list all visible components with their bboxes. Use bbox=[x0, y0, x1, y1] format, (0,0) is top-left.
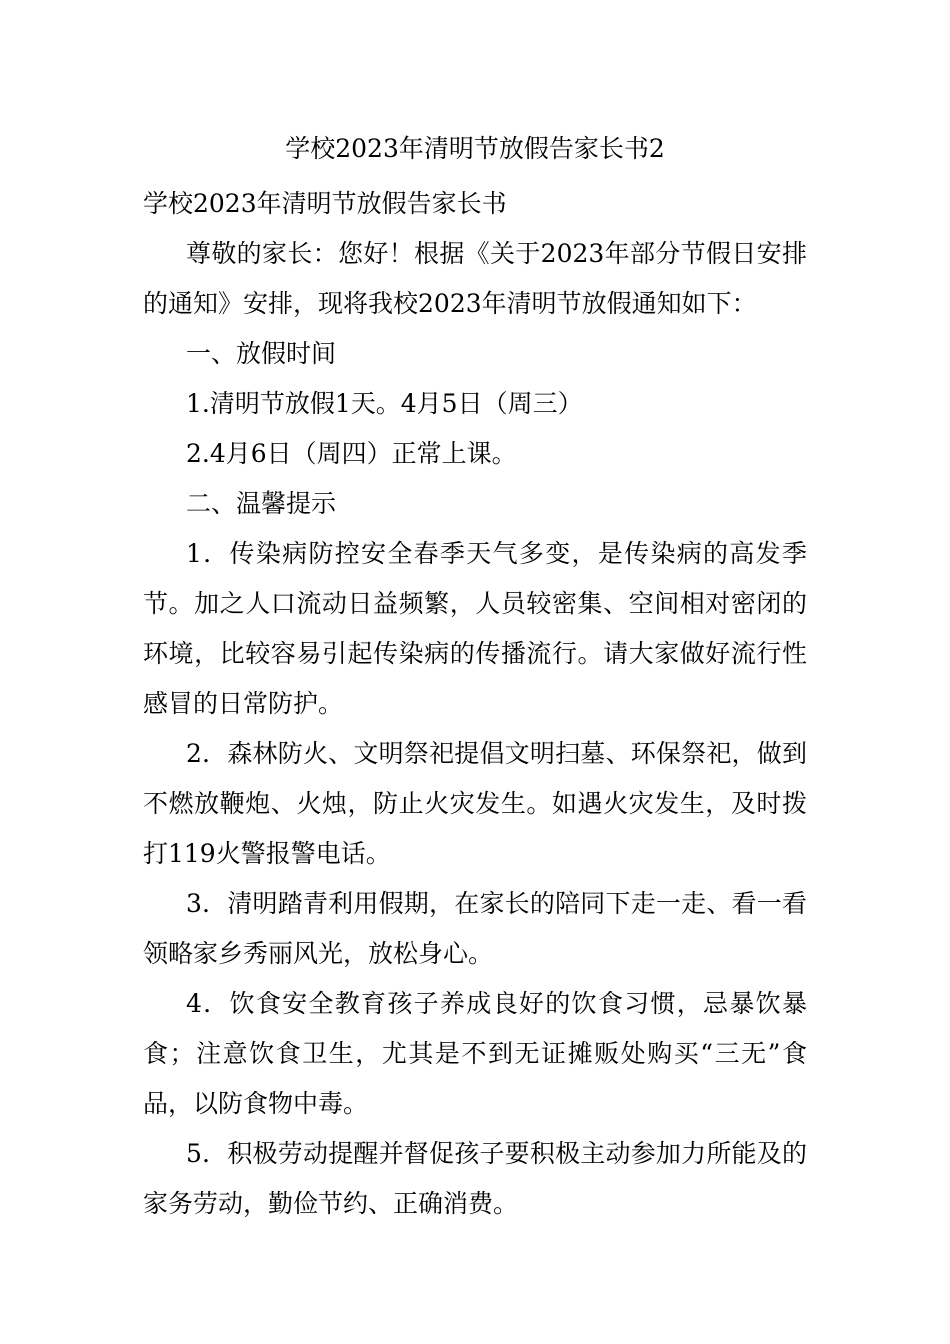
tip-paragraph-4: 4．饮食安全教育孩子养成良好的饮食习惯，忌暴饮暴食；注意饮食卫生，尤其是不到无证摊贩处购买“三无”食品，以防食物中毒。 bbox=[143, 989, 807, 1118]
tip-paragraph-2: 2．森林防火、文明祭祀提倡文明扫墓、环保祭祀，做到不燃放鞭炮、火烛，防止火灾发生。如遇火灾发生，及时拨打119火警报警电话。 bbox=[143, 739, 807, 868]
section-heading-tips: 二、温馨提示 bbox=[186, 489, 337, 518]
tip-paragraph-1: 1．传染病防控安全春季天气多变，是传染病的高发季节。加之人口流动日益频繁，人员较密集、空间相对密闭的环境，比较容易引起传染病的传播流行。请大家做好流行性感冒的日常防护。 bbox=[143, 539, 807, 718]
document-subtitle: 学校2023年清明节放假告家长书 bbox=[143, 189, 507, 218]
section-heading-holiday-time: 一、放假时间 bbox=[186, 339, 337, 368]
greeting-paragraph: 尊敬的家长：您好！根据《关于2023年部分节假日安排的通知》安排，现将我校2023年清明节放假通知如下： bbox=[143, 239, 807, 318]
tip-paragraph-3: 3．清明踏青利用假期，在家长的陪同下走一走、看一看领略家乡秀丽风光，放松身心。 bbox=[143, 889, 807, 968]
holiday-item-2: 2.4月6日（周四）正常上课。 bbox=[186, 439, 517, 468]
document-body bbox=[143, 179, 807, 1229]
tip-paragraph-5: 5．积极劳动提醒并督促孩子要积极主动参加力所能及的家务劳动，勤俭节约、正确消费。 bbox=[143, 1139, 807, 1218]
document-title: 学校2023年清明节放假告家长书2 bbox=[285, 134, 665, 163]
holiday-item-1: 1.清明节放假1天。4月5日（周三） bbox=[186, 389, 583, 418]
